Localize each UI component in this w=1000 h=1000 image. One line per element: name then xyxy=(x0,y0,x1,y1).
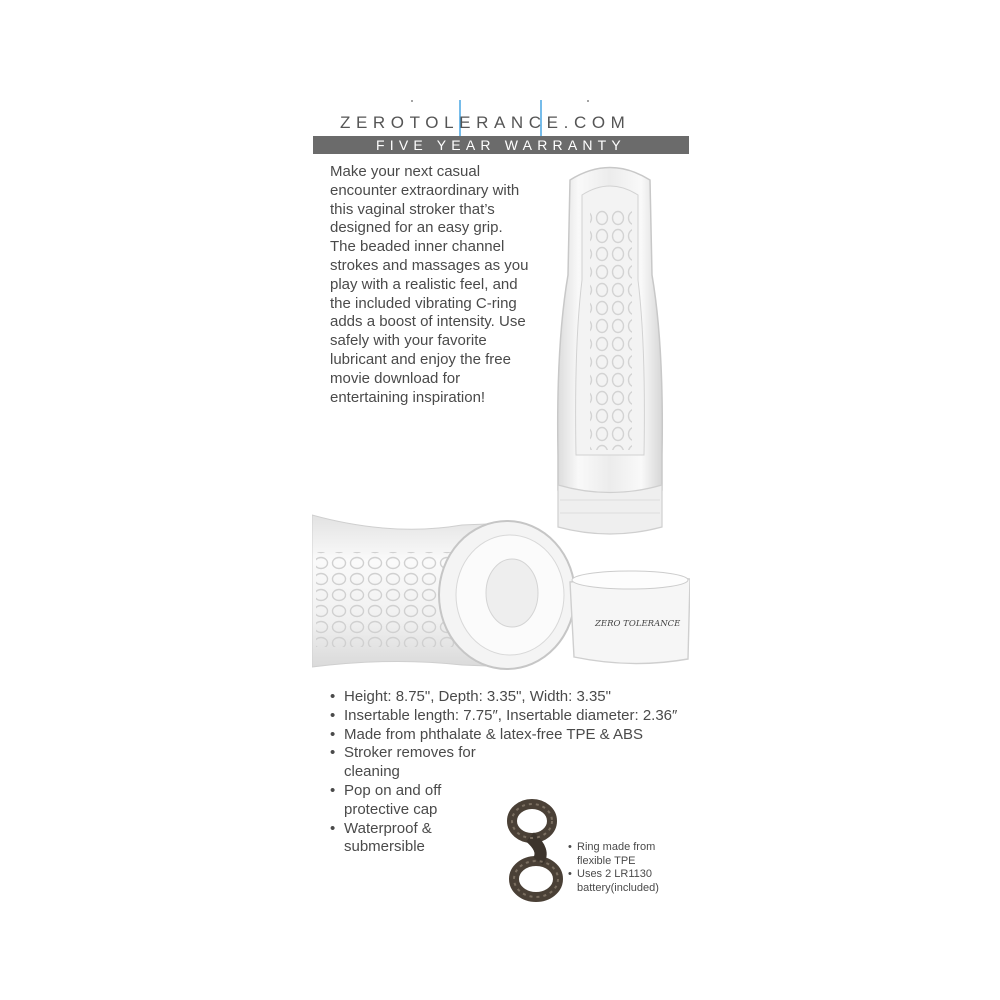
stroker-and-cap-image xyxy=(312,507,690,687)
ring-spec-item: • Ring made from flexible TPE xyxy=(568,841,690,868)
spec-item: • Insertable length: 7.75″, Insertable diameter: 2.36″ xyxy=(328,707,678,726)
vibrating-ring-image xyxy=(502,799,566,903)
product-description: Make your next casual encounter extraordinary with this vaginal stroker that’s designed for an easy grip. The beaded inner channel strokes and massages as you play with a realistic feel, and the included vibrating C-ring adds a boost of intensity. Use safely with your favorite lubricant and enjoy the free movie download for entertaining inspiration! xyxy=(330,163,529,406)
spec-item: • Made from phthalate & latex-free TPE & ABS xyxy=(328,726,678,745)
ring-spec-list xyxy=(568,841,690,895)
warranty-banner: FIVE YEAR WARRANTY xyxy=(313,136,689,154)
spec-item: • Stroker removes for cleaning xyxy=(328,744,484,782)
product-panel xyxy=(312,95,690,915)
site-url: ZEROTOLERANCE.COM xyxy=(340,113,631,132)
spec-item: • Height: 8.75", Depth: 3.35", Width: 3.35" xyxy=(328,688,678,707)
spec-item: • Waterproof & submersible xyxy=(328,820,494,858)
cap-logo-text: ZERO TOLERANCE xyxy=(595,619,681,629)
ring-spec-item: • Uses 2 LR1130 battery(included) xyxy=(568,868,690,895)
stroker-upright-image xyxy=(530,155,690,540)
spec-item: • Pop on and off protective cap xyxy=(328,782,494,820)
